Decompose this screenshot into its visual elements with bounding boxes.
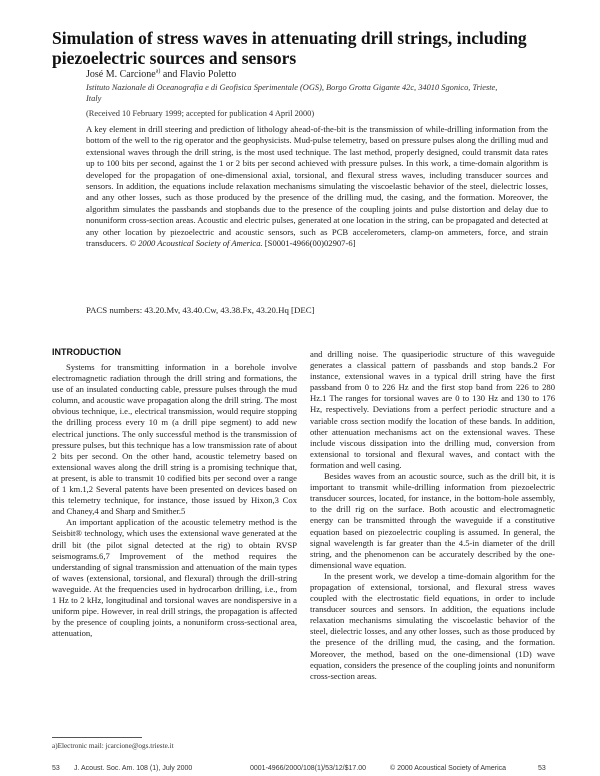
abstract-text: A key element in drill steering and prediction of lithology ahead-of-the-bit is the transmission of while-drilling information from the bottom of the well to the rig operator and the geophysicists. Mud-pulse telemetry, based on pressure pulses along the drilling mud and extensional waves through the drill string, is the most used technique. The last method, properly designed, could transmit data rates up to 100 bits per second, against the 1 or 2 bits per second achieved with pressure pulses. In this work, a time-domain algorithm is developed for the propagation of one-dimensional axial, torsional, and flexural stress waves, including transducer sources and sensors. In addition, the equations include relaxation mechanisms simulating the viscoelastic behavior of the steel, dielectric losses, and any other losses, such as those produced by the presence of the drilling mud, the casing, and the formation. Moreover, the algorithm simulates the passbands and stopbands due to the presence of the coupling joints and pulse distortion and delay due to nonuniform cross-section areas. Acoustic and electric pulses, generated at one location in the string, can be propagated and detected at any other location by piezoelectric and acoustic sensors, such as PCB accelerometers, clamp-on ammeters, force, and strain transducers. (86, 124, 548, 249)
left-column (52, 362, 297, 639)
author-rest: and Flavio Poletto (160, 69, 237, 80)
pacs-numbers: PACS numbers: 43.20.Mv, 43.40.Cw, 43.38.Fx, 43.20.Hq [DEC] (86, 305, 315, 315)
authors (86, 69, 236, 80)
right-column (310, 349, 555, 682)
journal-citation: J. Acoust. Soc. Am. 108 (1), July 2000 (74, 765, 193, 772)
paper-title: Simulation of stress waves in attenuating drill strings, including piezoelectric sources and sensors (52, 28, 527, 68)
page-number-left: 53 (52, 765, 60, 772)
footer-copyright: © 2000 Acoustical Society of America (390, 765, 507, 772)
affiliation: Istituto Nazionale di Oceanografia e di Geofisica Sperimentale (OGS), Borgo Grotta Gigante 42c, 34010 Sgonico, Trieste, Italy (86, 83, 498, 103)
issn-code: 0001-4966/2000/108(1)/53/12/$17.00 (250, 765, 366, 772)
author-footnote-mark: a) (155, 68, 161, 75)
paragraph: Systems for transmitting information in a borehole involve electromagnetic radiation through the drill string and formations, the use of an insulated conducting cable, pressure pulses through the mud column, and acoustic wave propagation along the drill string. The most obvious technique, i.e., electrical transmission, would require stopping the drilling process every 10 m (a drill pipe segment) to add new electrical junctions. The only successful method is the transmission of pressure pulses, but this technique has a low transmission rate of about 2 bits per second. On the other hand, acoustic telemetry based on extensional waves along the drill string is a promising technique that, at present, is able to transmit 10 codified bits per second over a range of 1 km.1,2 Several patents have been presented on devices based on this telemetry technique, for instance, those issued by Hixon,3 Cox and Chaney,4 and Sharp and Smither.5 (52, 362, 297, 517)
paragraph: An important application of the acoustic telemetry method is the Seisbit® technology, which uses the extensional wave generated at the drill bit (the pilot signal detected at the rig) to obtain RVSP seismograms.6,7 Improvement of the method requires the understanding of signal transmission and attenuation of the main types of waves (extensional, torsional, and flexural) through the drill-string waveguide. At the frequencies used in hydrocarbon drilling, i.e., from 1 Hz to 2 kHz, longitudinal and torsional waves are nondispersive in a uniform pipe. However, in real drill strings, the propagation is affected by the presence of coupling joints, a nonuniform cross-sectional area, attenuation, (52, 517, 297, 639)
paragraph: and drilling noise. The quasiperiodic structure of this waveguide generates a classical pattern of passbands and stop bands.2 For instance, extensional waves in a typical drill string have the first passband from 0 to 226 Hz and the first stop band from 226 to 280 Hz.1 The ranges for torsional waves are 0 to 130 Hz and 130 to 176 Hz, respectively. Deviations from a perfect periodic structure and a variable cross section modify the location of these bands. In addition, other attenuation mechanisms act on the extensional waves. These include viscous dissipation into the drilling mud, conversion from extensional to torsional and flexural waves, and contact with the formation and well casing. (310, 349, 555, 470)
abstract (86, 124, 548, 249)
footnote: a)Electronic mail: jcarcione@ogs.trieste.it (52, 742, 174, 750)
author-first: José M. Carcione (86, 69, 156, 80)
section-heading: INTRODUCTION (52, 347, 121, 357)
received-dates: (Received 10 February 1999; accepted for publication 4 April 2000) (86, 109, 315, 118)
footnote-rule (52, 737, 142, 738)
abstract-code: [S0001-4966(00)02907-6] (264, 238, 356, 249)
page-number-right: 53 (538, 765, 546, 772)
abstract-copyright: © 2000 Acoustical Society of America. (129, 238, 263, 249)
paragraph: Besides waves from an acoustic source, such as the drill bit, it is important to transmit while-drilling information from piezoelectric transducer sources, located, for instance, in the bottom-hole assembly, to the drill rig on the surface. Both acoustic and electromagnetic energy can be transmitted through the waveguide if a constitutive equation based on piezoelectric coupling is assumed. In general, the signal wavelength is far greater than the 4.5-in diameter of the drill string, and the phenomenon can be accurately described by the one-dimensional wave equation. (310, 471, 555, 570)
paragraph: In the present work, we develop a time-domain algorithm for the propagation of extensional, torsional, and flexural stress waves coupled with the electrostatic field equations, in order to include transducer sources and sensors. In addition, the equations include relaxation mechanisms simulating the viscoelastic behavior of the steel, dielectric losses, and any other losses, such as those produced by the presence of the drilling mud, the casing, and the formation. Moreover, the method, based on the one-dimensional (1D) wave equation, considers the presence of the coupling joints and nonuniform cross-section areas. (310, 570, 555, 681)
